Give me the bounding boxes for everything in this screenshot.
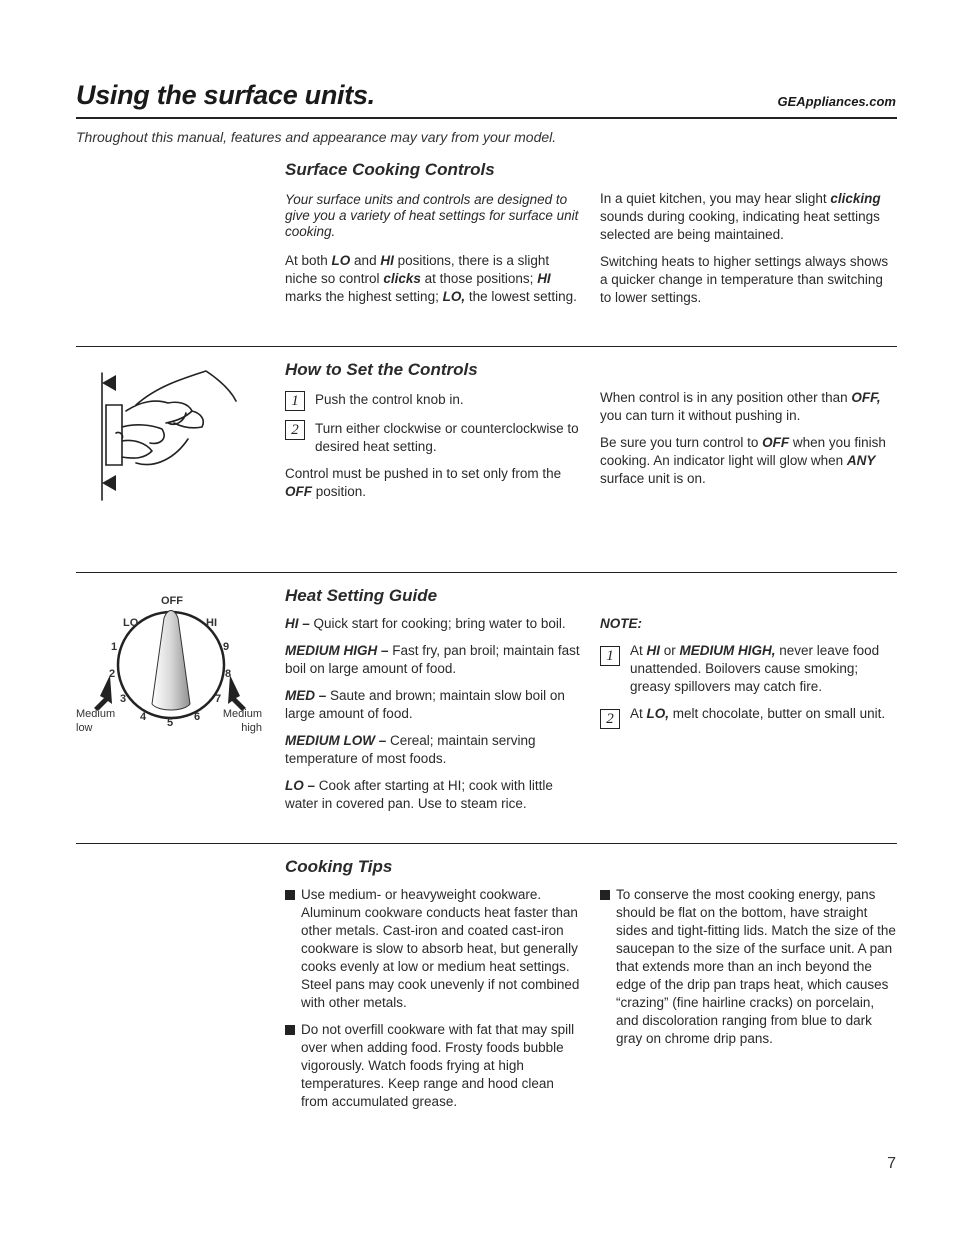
website-label: GEAppliances.com: [777, 94, 896, 109]
step-text: Turn either clockwise or counterclockwise to desired heat setting.: [315, 421, 579, 454]
bullet-square-icon: [285, 1025, 295, 1035]
step-number: 2: [285, 420, 305, 440]
tip-text: To conserve the most cooking energy, pans should be flat on the bottom, have straight sides and tight-fitting lids. Match the size of the saucepan to the size of the surface unit. A pan that extends more than an inch beyond the edge of the drip pan traps heat, which causes “crazing” (fine hairline cracks) on porcelain, and discoloration ranging from blue to dark gray on chrome drip pans.: [616, 887, 896, 1046]
set-controls-note: Control must be pushed in to set only from the OFF position.: [285, 466, 562, 499]
section-divider: [76, 346, 897, 347]
note-title: NOTE:: [600, 616, 642, 631]
section-divider: [76, 843, 897, 844]
heat-guide-list: [285, 615, 581, 813]
cooking-tips-left-column: [285, 886, 581, 1111]
arrow-medium-high-icon: [228, 675, 246, 711]
arrow-left-icon: [102, 475, 116, 491]
note-text: At HI or MEDIUM HIGH, never leave food unattended. Boilovers cause smoking; greasy spillovers may catch fire.: [630, 643, 880, 694]
list-item: [285, 1021, 581, 1111]
dial-lo-label: LO: [123, 617, 139, 629]
section-heading-set-controls: How to Set the Controls: [285, 360, 478, 379]
list-item: [285, 886, 581, 1012]
step-2: [285, 420, 581, 456]
dial-number-8: 8: [225, 668, 232, 680]
arrow-medium-low-icon: [94, 675, 112, 711]
section-divider: [76, 572, 897, 573]
note-number: 1: [600, 646, 620, 666]
heat-setting-medium-high: MEDIUM HIGH – Fast fry, pan broil; maintain fast boil on large amount of food.: [285, 643, 580, 676]
heat-guide-notes: [600, 615, 896, 729]
bullet-square-icon: [600, 890, 610, 900]
dial-hi-label: HI: [206, 617, 217, 629]
page-title: Using the surface units.: [76, 80, 375, 110]
set-controls-right-column: [600, 389, 896, 488]
surface-controls-right-column: [600, 190, 896, 307]
surface-controls-left-column: [285, 192, 581, 306]
set-controls-turn-paragraph: When control is in any position other than OFF, you can turn it without pushing in.: [600, 390, 881, 423]
section-heading-cooking-tips: Cooking Tips: [285, 857, 393, 876]
note-2: [600, 705, 896, 729]
heat-setting-medium-low: MEDIUM LOW – Cereal; maintain serving temperature of most foods.: [285, 733, 536, 766]
surface-controls-intro: Your surface units and controls are designed to give you a variety of heat settings for surface unit cooking.: [285, 192, 579, 239]
page-subtitle: Throughout this manual, features and appearance may vary from your model.: [76, 129, 557, 145]
hand-pushing-knob-illustration: [96, 365, 246, 505]
dial-off-label: OFF: [161, 595, 183, 607]
dial-number-4: 4: [140, 711, 147, 723]
tip-text: Do not overfill cookware with fat that may spill over when adding food. Frosty foods bubble vigorously. Watch foods frying at high temperatures. Keep range and hood clean from accumulated grease.: [301, 1022, 575, 1109]
set-controls-left-column: [285, 391, 581, 501]
dial-number-1: 1: [111, 641, 118, 653]
dial-number-6: 6: [194, 711, 201, 723]
heat-setting-hi: HI – Quick start for cooking; bring water to boil.: [285, 616, 566, 631]
dial-medium-high-label: Medium high: [222, 708, 262, 734]
heat-setting-med: MED – Saute and brown; maintain slow boil on large amount of food.: [285, 688, 565, 721]
dial-medium-low-label: Medium low: [76, 708, 116, 734]
note-number: 2: [600, 709, 620, 729]
cooking-tips-right-column: [600, 886, 896, 1048]
bullet-square-icon: [285, 890, 295, 900]
heat-setting-lo: LO – Cook after starting at HI; cook with little water in covered pan. Use to steam rice.: [285, 778, 553, 811]
tip-text: Use medium- or heavyweight cookware. Aluminum cookware conducts heat faster than other metals. Cast-iron and coated cast-iron cookware is slow to absorb heat, but generally cooks evenly at low or medium heat settings. Steel pans may cook unevenly if not combined with other metals.: [301, 887, 580, 1010]
section-heading-heat-guide: Heat Setting Guide: [285, 586, 438, 605]
control-dial-illustration: [76, 590, 266, 740]
step-text: Push the control knob in.: [315, 392, 464, 407]
dial-number-2: 2: [109, 668, 116, 680]
step-1: [285, 391, 581, 411]
arrow-left-icon: [102, 375, 116, 391]
header-rule: [76, 117, 897, 119]
dial-number-7: 7: [215, 693, 222, 705]
step-number: 1: [285, 391, 305, 411]
surface-controls-paragraph: At both LO and HI positions, there is a slight niche so control clicks at those positions; HI marks the highest setting; LO, the lowest setting.: [285, 253, 577, 304]
page-number: 7: [887, 1155, 896, 1172]
section-heading-surface-controls: Surface Cooking Controls: [285, 160, 495, 179]
note-1: [600, 642, 896, 696]
set-controls-indicator-paragraph: Be sure you turn control to OFF when you finish cooking. An indicator light will glow when ANY surface unit is on.: [600, 435, 886, 486]
dial-number-3: 3: [120, 693, 127, 705]
note-text: At LO, melt chocolate, butter on small unit.: [630, 706, 886, 721]
surface-controls-clicking-paragraph: In a quiet kitchen, you may hear slight clicking sounds during cooking, indicating heat settings selected are being maintained.: [600, 191, 881, 242]
surface-controls-switching-paragraph: Switching heats to higher settings always shows a quicker change in temperature than switching to lower settings.: [600, 254, 889, 305]
dial-number-5: 5: [167, 717, 174, 729]
list-item: [600, 886, 896, 1048]
dial-number-9: 9: [223, 641, 230, 653]
